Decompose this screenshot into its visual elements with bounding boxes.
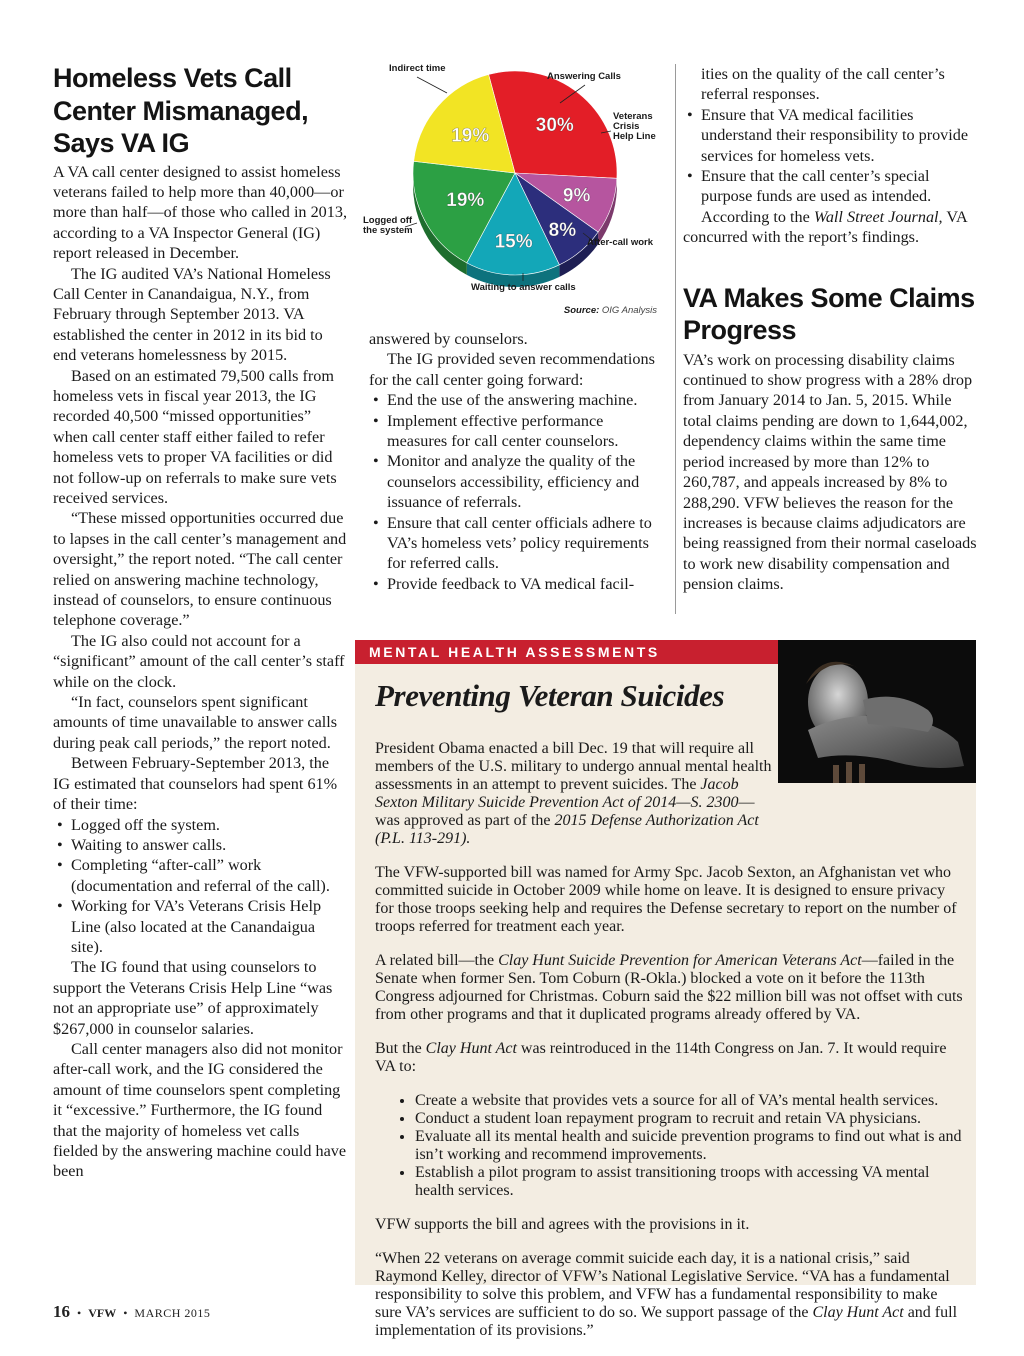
suicide-p5: VFW supports the bill and agrees with the provisions in it. — [375, 1216, 750, 1233]
suicide-article-body — [375, 724, 965, 1356]
callout-label: Waiting to answer calls — [471, 282, 576, 293]
pie-value-label: 30% — [535, 114, 574, 136]
callout-line — [417, 77, 447, 93]
list-item: • Waiting to answer calls. — [53, 835, 347, 855]
pie-value-label: 19% — [446, 189, 485, 211]
recommendation-item: • Monitor and analyze the quality of the counselors accessibility, efficiency and issuance of referrals. — [369, 451, 661, 512]
recommendation-item: • Ensure that the call center’s special purpose funds are used as intended. — [683, 166, 979, 207]
recommendations-list-continued — [683, 105, 979, 207]
suicide-p6: “When 22 veterans on average commit suicide each day, it is a national crisis,” said Raymond Kelley, director of VFW’s National Legislative Service. “VA has a fundamental responsibility to solve this problem, and VFW has a fundamental responsibility to make sure VA’s services are sufficient to do so. We support passage of the Clay Hunt Act and full implementation of its provisions.” — [375, 1250, 958, 1339]
recommendation-item: • Ensure that VA medical facilities understand their responsibility to provide services for homeless vets. — [683, 105, 979, 166]
paragraph: The IG found that using counselors to support the Veterans Crisis Help Line “was not an appropriate use” of approximately $267,000 in counselor salaries. — [53, 958, 333, 1038]
section-banner: MENTAL HEALTH ASSESSMENTS — [355, 640, 789, 664]
paragraph: The IG also could not account for a “significant” amount of the call center’s staff while on the clock. — [53, 631, 345, 691]
headline-preventing-suicides: Preventing Veteran Suicides — [375, 678, 725, 713]
recommendations-intro: The IG provided seven recommendations for the call center going forward: — [369, 350, 655, 389]
recommendation-item: • Ensure that call center officials adhere to VA’s homeless vets’ policy requirements for referred calls. — [369, 513, 661, 574]
paragraph: Between February-September 2013, the IG estimated that counselors had spent 61% of their time: — [53, 754, 338, 814]
wsj-closing: According to the Wall Street Journal, VA concurred with the report’s findings. — [683, 207, 967, 247]
paragraph: Based on an estimated 79,500 calls from homeless vets in fiscal year 2013, the IG recorded 40,500 “missed opportunities” when call center staff either failed to refer homeless vets to proper VA facilities or did not follow-up on referrals to make sure vets received services. — [53, 366, 337, 507]
time-list — [53, 815, 347, 958]
recommendation-item: • Provide feedback to VA medical facil- — [369, 574, 661, 594]
paragraph: “In fact, counselors spent significant amounts of time unavailable to answer calls during peak call periods,” the report noted. — [53, 693, 338, 752]
paragraph: Call center managers also did not monitor after-call work, and the IG considered the amount of time counselors spent completing it “excessive.” Furthermore, the IG found that the majority of homeless vet calls fielded by the answering machine could have been — [53, 1039, 347, 1181]
headline-claims-progress: VA Makes Some Claims Progress — [683, 282, 975, 345]
article1-column3 — [683, 64, 979, 595]
callout-label: Crisis — [613, 121, 640, 132]
column-divider — [675, 64, 676, 614]
paragraph: “These missed opportunities occurred due to lapses in the call center’s management and oversight,” the report noted. “The call center relied on answering machine technology, instead of counselors, to ensure continuous telephone coverage.” — [53, 509, 347, 630]
article-homeless-call-center — [53, 62, 347, 1182]
page-number: 16 — [53, 1302, 70, 1321]
article1-column2 — [369, 329, 661, 594]
suicide-p4: But the Clay Hunt Act was reintroduced in the 114th Congress on Jan. 7. It would require VA to: — [375, 1040, 947, 1075]
requirement-item: • Create a website that provides vets a source for all of VA’s mental health services. — [415, 1092, 965, 1110]
list-item: • Working for VA’s Veterans Crisis Help Line (also located at the Canandaigua site). — [53, 896, 347, 957]
requirement-item: • Conduct a student loan repayment program to recruit and retain VA physicians. — [415, 1110, 965, 1128]
pie-chart — [355, 55, 675, 325]
callout-label: Indirect time — [389, 63, 446, 74]
recommendations-list — [369, 390, 661, 594]
paragraph: The IG audited VA’s National Homeless Call Center in Canandaigua, N.Y., from February through September 2013. VA established the center in 2012 in its bid to end veterans homelessness by 2015. — [53, 264, 331, 365]
article1-column1 — [53, 162, 347, 1182]
suicide-p2: The VFW-supported bill was named for Army Spc. Jacob Sexton, an Afghanistan vet who committed suicide in October 2009 while home on leave. It is designed to ensure privacy for those troops seeking help and requires the Defense secretary to report on the number of troops referred for treatment each year. — [375, 864, 957, 935]
pie-chart-svg — [355, 55, 675, 325]
list-item: • Logged off the system. — [53, 815, 347, 835]
requirement-item: • Evaluate all its mental health and suicide prevention programs to find out what is and isn’t working and recommend improvements. — [415, 1128, 965, 1164]
callout-label: After-call work — [587, 237, 653, 248]
callout-label: Help Line — [613, 131, 656, 142]
paragraph: A VA call center designed to assist homeless veterans failed to help more than 40,000—or more than half—of those who called in 2013, according to a VA Inspector General (IG) report released in December. — [53, 162, 347, 263]
callout-label: Answering Calls — [547, 71, 621, 82]
pie-value-label: 9% — [562, 185, 591, 207]
pie-value-label: 8% — [548, 220, 577, 242]
recommendation-item: • End the use of the answering machine. — [369, 390, 661, 410]
chart-source: Source: OIG Analysis — [563, 305, 657, 316]
suicide-p1: President Obama enacted a bill Dec. 19 that will require all members of the U.S. military to undergo annual mental health assessments in an attempt to prevent suicides. The Jacob Sexton Military Suicide Prevention Act of 2014—S. 2300—was approved as part of the 2015 Defense Authorization Act (P.L. 113-291). — [375, 740, 772, 847]
page-footer: 16 • VFW • MARCH 2015 — [53, 1302, 211, 1321]
list-item: • Completing “after-call” work (documentation and referral of the call). — [53, 855, 347, 896]
magazine-name: VFW — [88, 1306, 117, 1320]
suicide-p3: A related bill—the Clay Hunt Suicide Prevention for American Veterans Act—failed in the Senate when former Sen. Tom Coburn (R-Okla.) blocked a vote on it before the 113th Congress adjourned for Christmas. Coburn said the $22 million bill was not offset with cuts from other programs and that it duplicated programs already offered by VA. — [375, 952, 963, 1023]
headline-homeless-vets: Homeless Vets Call Center Mismanaged, Says VA IG — [53, 63, 309, 158]
col3-continued: ities on the quality of the call center’s referral responses. — [701, 65, 945, 104]
issue-date: MARCH 2015 — [134, 1306, 211, 1320]
col2-continued: answered by counselors. — [369, 330, 528, 348]
claims-progress-body: VA’s work on processing disability claims continued to show progress with a 28% drop from January 2014 to Jan. 5, 2015. While total claims pending are down to 1,644,002, dependency claims within the same time period increased by more than 12% to 260,787, and appeals increased by 8% to 288,290. VFW believes the reason for the increases is because claims adjudicators are being reassigned from their normal caseloads to work new disability compensation and pension claims. — [683, 350, 977, 594]
pie-value-label: 15% — [494, 231, 533, 253]
callout-label: Veterans — [613, 111, 653, 122]
recommendation-item: • Implement effective performance measures for call center counselors. — [369, 411, 661, 452]
requirement-item: • Establish a pilot program to assist transitioning troops with accessing VA mental health services. — [415, 1164, 965, 1200]
callout-label: the system — [363, 225, 413, 236]
callout-label: Logged off — [363, 215, 413, 226]
requirements-list — [375, 1092, 965, 1200]
pie-value-label: 19% — [451, 125, 490, 147]
